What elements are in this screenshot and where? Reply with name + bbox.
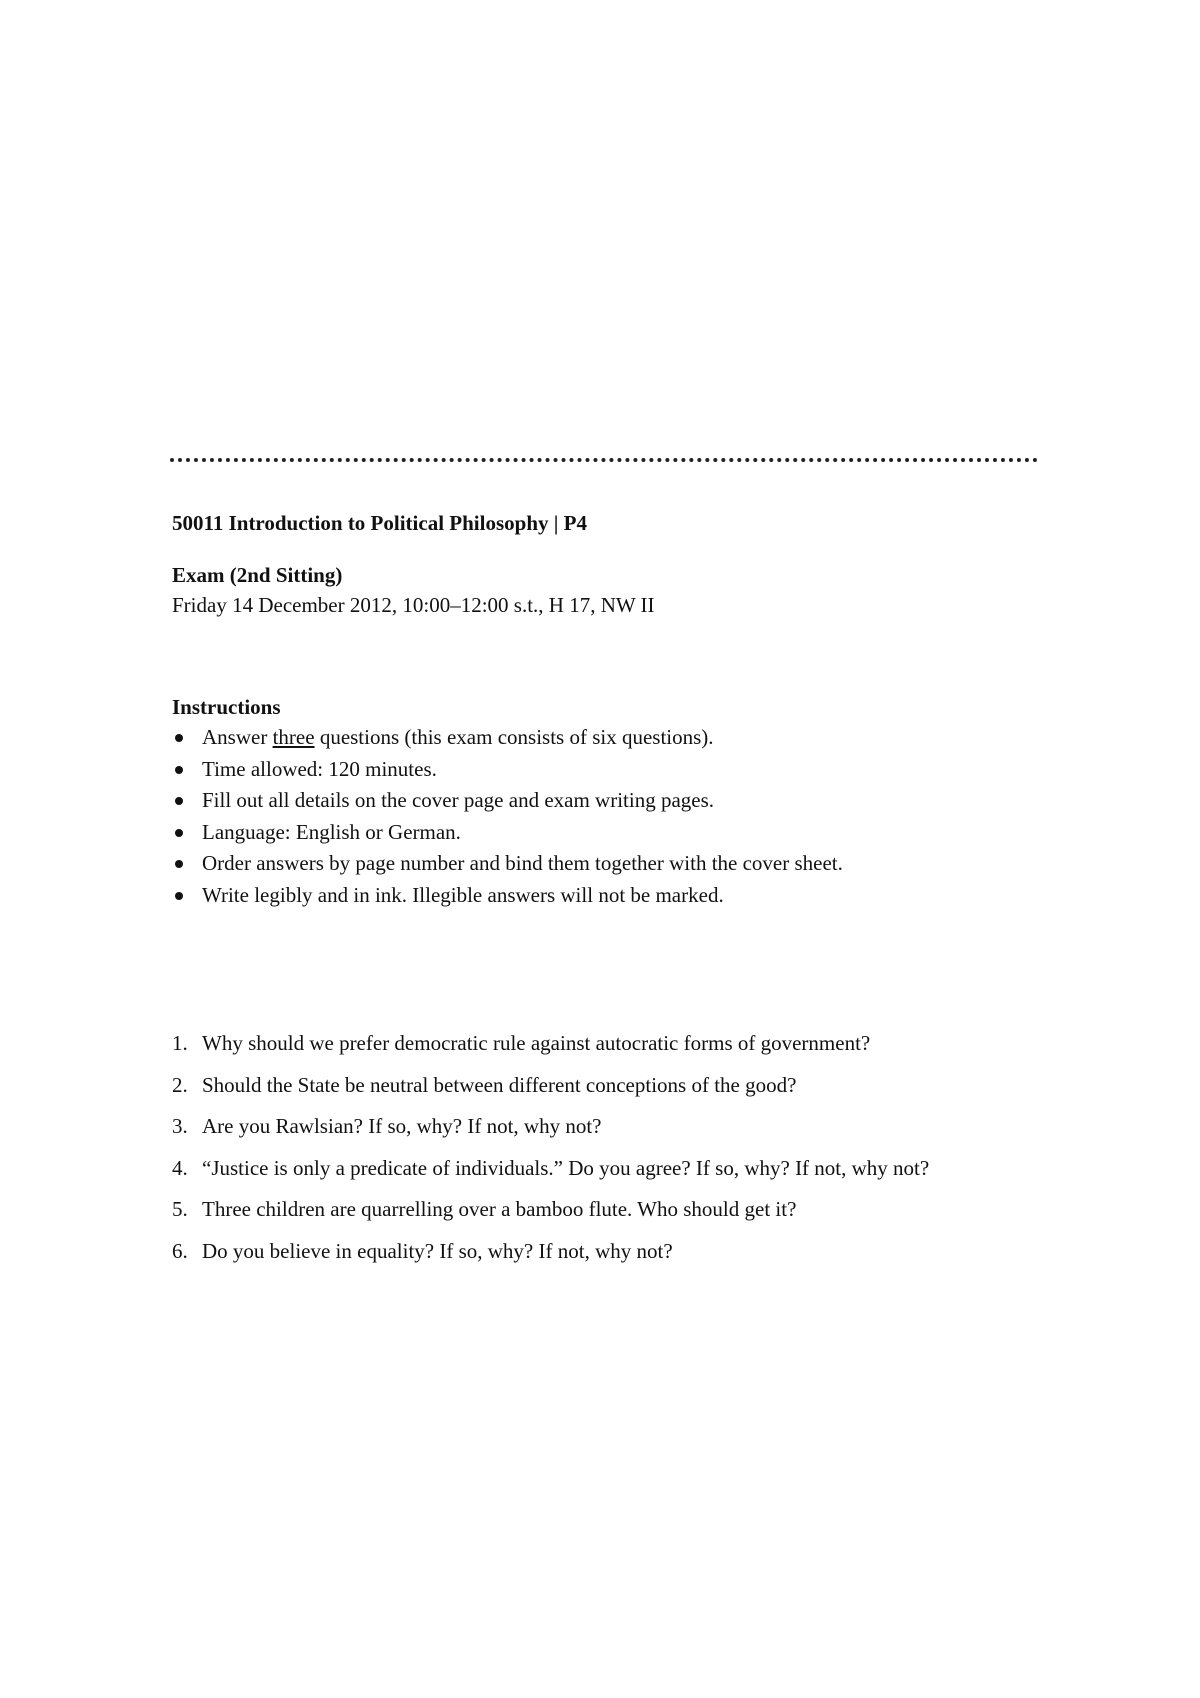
bullet-icon — [175, 797, 183, 805]
instructions-list — [172, 722, 1072, 911]
instructions-heading: Instructions — [172, 695, 281, 719]
dotted-separator — [170, 458, 1038, 462]
question-number: 4. — [172, 1155, 188, 1180]
instruction-item: Language: English or German. — [172, 817, 1072, 849]
bullet-icon — [175, 766, 183, 774]
emphasis-three: three — [272, 725, 315, 749]
bullet-icon — [175, 892, 183, 900]
question-item — [172, 1153, 1072, 1183]
bullet-icon — [175, 860, 183, 868]
course-title: 50011 Introduction to Political Philosophy | P4 — [172, 511, 587, 535]
questions-list — [172, 1028, 1072, 1266]
question-text: Do you believe in equality? If so, why? If not, why not? — [202, 1238, 673, 1263]
exam-title: Exam (2nd Sitting) — [172, 563, 343, 587]
question-item — [172, 1028, 1072, 1058]
question-text: Are you Rawlsian? If so, why? If not, why not? — [202, 1114, 602, 1138]
question-text: “Justice is only a predicate of individuals.” Do you agree? If so, why? If not, why not? — [202, 1155, 930, 1180]
instruction-item: Order answers by page number and bind them together with the cover sheet. — [172, 848, 1072, 880]
instruction-item: Fill out all details on the cover page and exam writing pages. — [172, 785, 1072, 817]
question-number: 5. — [172, 1197, 188, 1221]
exam-content — [172, 508, 1072, 1277]
question-number: 3. — [172, 1114, 188, 1138]
question-number: 2. — [172, 1072, 188, 1097]
question-item — [172, 1194, 1072, 1224]
instruction-item: Answer three questions (this exam consists of six questions). — [172, 722, 1072, 754]
instruction-item: Time allowed: 120 minutes. — [172, 754, 1072, 786]
question-text: Should the State be neutral between different conceptions of the good? — [202, 1072, 797, 1097]
exam-datetime: Friday 14 December 2012, 10:00–12:00 s.t., H 17, NW II — [172, 593, 655, 617]
question-text: Three children are quarrelling over a bamboo flute. Who should get it? — [202, 1197, 797, 1221]
question-item — [172, 1111, 1072, 1141]
question-text: Why should we prefer democratic rule against autocratic forms of government? — [202, 1031, 871, 1055]
question-number: 6. — [172, 1238, 188, 1263]
bullet-icon — [175, 829, 183, 837]
question-item — [172, 1236, 1072, 1266]
instruction-item: Write legibly and in ink. Illegible answers will not be marked. — [172, 880, 1072, 912]
question-item — [172, 1070, 1072, 1100]
bullet-icon — [175, 734, 183, 742]
question-number: 1. — [172, 1031, 188, 1055]
